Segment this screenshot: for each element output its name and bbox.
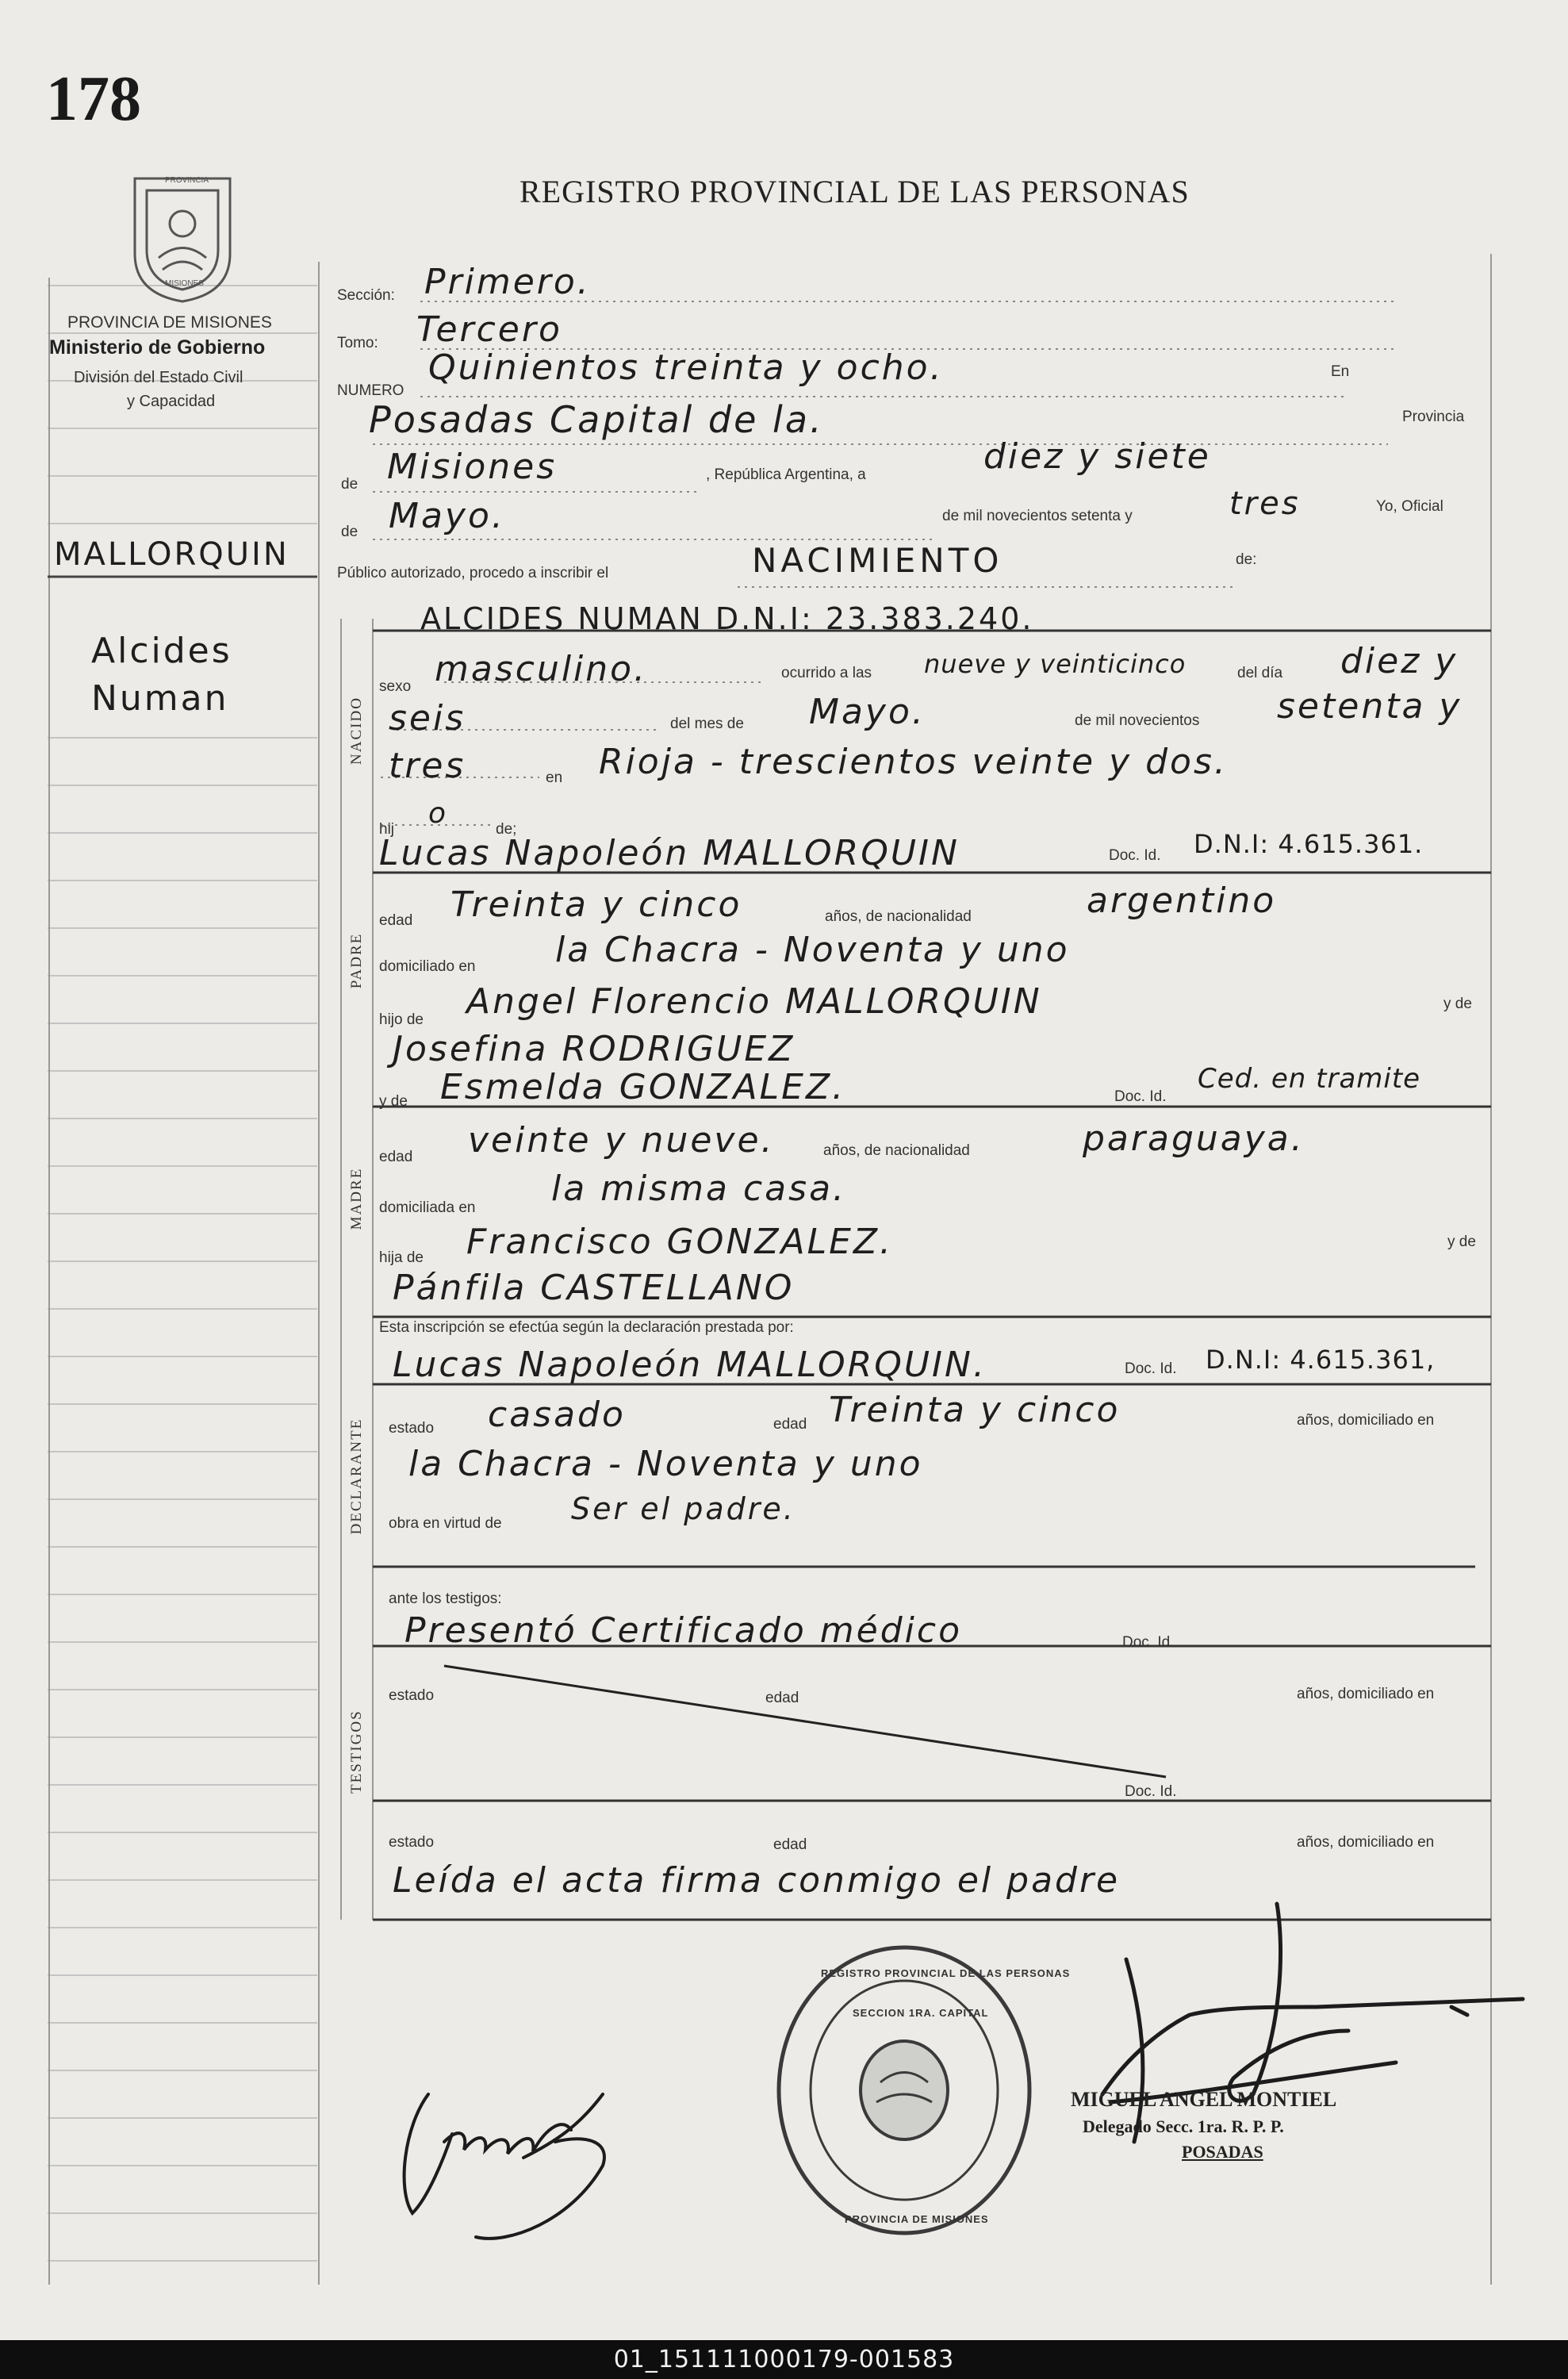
label-de-mil-nov: de mil novecientos bbox=[1075, 712, 1200, 729]
label-sexo: sexo bbox=[379, 678, 412, 695]
label-doc-declarante: Doc. Id. bbox=[1125, 1360, 1177, 1377]
header-title: REGISTRO PROVINCIAL DE LAS PERSONAS bbox=[519, 174, 1190, 209]
value-madre-dom: la misma casa. bbox=[551, 1168, 847, 1209]
label-numero: NUMERO bbox=[337, 382, 404, 399]
value-padre-nombre: Lucas Napoleón MALLORQUIN bbox=[379, 833, 960, 873]
value-hij-o: o bbox=[428, 797, 449, 830]
label-estado-t2: estado bbox=[389, 1834, 435, 1851]
value-padre-nac: argentino bbox=[1087, 881, 1277, 921]
label-nac-padre: años, de nacionalidad bbox=[825, 908, 972, 925]
value-anio-nac-1: setenta y bbox=[1277, 686, 1463, 727]
value-padre-doc: D.N.I: 4.615.361. bbox=[1194, 829, 1424, 859]
label-ocurrido: ocurrido a las bbox=[781, 665, 872, 681]
label-anos-dom-t2: años, domiciliado en bbox=[1297, 1834, 1435, 1851]
label-y-de-padre: y de bbox=[1443, 996, 1472, 1012]
label-del-dia: del día bbox=[1237, 665, 1283, 681]
label-estado-dec: estado bbox=[389, 1420, 435, 1437]
label-edad-dec: edad bbox=[773, 1416, 807, 1433]
label-y-de-mat: y de bbox=[1447, 1234, 1476, 1250]
seal-text-top: PROVINCIA bbox=[165, 176, 209, 185]
label-en: En bbox=[1331, 363, 1350, 380]
agency-line2: Ministerio de Gobierno bbox=[49, 336, 266, 359]
value-obra: Ser el padre. bbox=[571, 1491, 796, 1526]
label-doc-madre: Doc. Id. bbox=[1114, 1088, 1167, 1105]
value-sexo: masculino. bbox=[435, 649, 648, 689]
value-declarante-edad: Treinta y cinco bbox=[829, 1390, 1121, 1430]
official-name: MIGUEL ANGEL MONTIEL bbox=[1071, 2088, 1337, 2111]
value-testigo-1: Presentó Certificado médico bbox=[404, 1610, 962, 1651]
official-title: Delegado Secc. 1ra. R. P. P. bbox=[1083, 2116, 1284, 2136]
label-padre: PADRE bbox=[348, 932, 365, 989]
value-mes-fecha: Mayo. bbox=[389, 496, 505, 536]
value-declarante-nombre: Lucas Napoleón MALLORQUIN. bbox=[393, 1345, 987, 1385]
label-yo-oficial: Yo, Oficial bbox=[1376, 498, 1443, 515]
archive-footer-id: 01_151111000179-001583 bbox=[0, 2340, 1568, 2379]
label-ante-testigos: ante los testigos: bbox=[389, 1590, 502, 1607]
label-dom-madre: domiciliada en bbox=[379, 1199, 476, 1216]
value-padre-edad: Treinta y cinco bbox=[450, 884, 742, 925]
value-madre-nac: paraguaya. bbox=[1083, 1119, 1305, 1159]
label-del-mes: del mes de bbox=[670, 716, 744, 732]
value-seccion: Primero. bbox=[424, 262, 591, 302]
label-edad-madre: edad bbox=[379, 1149, 413, 1165]
value-madre-nombre: Esmelda GONZALEZ. bbox=[440, 1067, 846, 1107]
label-hijo-de: hijo de bbox=[379, 1011, 424, 1028]
label-nacido: NACIDO bbox=[348, 696, 365, 765]
value-dia-fecha: diez y siete bbox=[983, 436, 1211, 477]
label-publico: Público autorizado, procedo a inscribir el bbox=[337, 565, 609, 581]
value-acto: NACIMIENTO bbox=[752, 541, 1003, 580]
label-hija-de: hija de bbox=[379, 1249, 424, 1266]
label-estado-t1: estado bbox=[389, 1687, 435, 1704]
seal-text-bottom: MISIONES bbox=[165, 279, 204, 288]
stamp-outer-text: REGISTRO PROVINCIAL DE LAS PERSONAS bbox=[821, 1967, 1071, 1979]
value-tomo: Tercero bbox=[416, 309, 562, 350]
label-doc-padre: Doc. Id. bbox=[1109, 847, 1161, 864]
margin-given-2: Numan bbox=[91, 678, 229, 719]
agency-line1: PROVINCIA DE MISIONES bbox=[67, 313, 272, 332]
value-padre-dom: la Chacra - Noventa y uno bbox=[555, 930, 1070, 970]
page-number: 178 bbox=[46, 64, 141, 134]
label-de-mil: de mil novecientos setenta y bbox=[942, 508, 1133, 524]
label-seccion: Sección: bbox=[337, 287, 395, 304]
value-abuelo-mat: Francisco GONZALEZ. bbox=[466, 1222, 894, 1262]
label-dom-padre: domiciliado en bbox=[379, 958, 476, 975]
value-anio-nac-2: tres bbox=[389, 746, 466, 786]
label-testigos: TESTIGOS bbox=[348, 1709, 365, 1794]
label-nac-madre: años, de nacionalidad bbox=[823, 1142, 970, 1159]
value-lugar: Posadas Capital de la. bbox=[369, 398, 824, 441]
label-obra: obra en virtud de bbox=[389, 1515, 502, 1532]
stamp-inner-text: SECCION 1RA. CAPITAL bbox=[853, 2007, 989, 2019]
value-anio-fecha: tres bbox=[1229, 485, 1301, 522]
label-doc-testigo-1: Doc. Id. bbox=[1122, 1634, 1175, 1651]
value-dia-nac-2: seis bbox=[389, 698, 466, 739]
value-dia-nac-1: diez y bbox=[1340, 641, 1459, 681]
value-abuela-pat: Josefina RODRIGUEZ bbox=[393, 1029, 796, 1069]
label-y-de-madre: y de bbox=[379, 1093, 408, 1110]
label-edad-t1: edad bbox=[765, 1690, 799, 1706]
agency-line4: y Capacidad bbox=[127, 393, 216, 410]
label-de-semi: de; bbox=[496, 821, 517, 838]
value-lugar-nac: Rioja - trescientos veinte y dos. bbox=[599, 742, 1228, 782]
label-de-2: de bbox=[341, 524, 358, 540]
value-hora: nueve y veinticinco bbox=[924, 649, 1187, 679]
value-abuelo-pat: Angel Florencio MALLORQUIN bbox=[466, 981, 1042, 1022]
value-cierre: Leída el acta firma conmigo el padre bbox=[393, 1860, 1121, 1901]
label-edad-padre: edad bbox=[379, 912, 413, 929]
label-anos-dom-dec: años, domiciliado en bbox=[1297, 1412, 1435, 1429]
value-nombre-dni: ALCIDES NUMAN D.N.I: 23.383.240. bbox=[420, 601, 1034, 636]
value-madre-doc: Ced. en tramite bbox=[1198, 1063, 1421, 1095]
label-en-2: en bbox=[546, 769, 563, 786]
value-madre-edad: veinte y nueve. bbox=[468, 1120, 775, 1161]
value-abuela-mat: Pánfila CASTELLANO bbox=[393, 1268, 795, 1308]
value-mes-nac: Mayo. bbox=[809, 692, 926, 732]
official-city: POSADAS bbox=[1182, 2142, 1263, 2162]
label-declarante: DECLARANTE bbox=[348, 1418, 365, 1535]
value-provincia: Misiones bbox=[387, 447, 558, 487]
label-edad-t2: edad bbox=[773, 1836, 807, 1853]
label-republica: , República Argentina, a bbox=[706, 466, 866, 483]
stamp-bottom-text: PROVINCIA DE MISIONES bbox=[845, 2213, 989, 2225]
label-de-1: de bbox=[341, 476, 358, 493]
label-anos-dom-t1: años, domiciliado en bbox=[1297, 1686, 1435, 1702]
value-numero: Quinientos treinta y ocho. bbox=[428, 347, 944, 388]
value-declarante-doc: D.N.I: 4.615.361, bbox=[1206, 1345, 1436, 1375]
value-declarante-dom: la Chacra - Noventa y uno bbox=[408, 1444, 923, 1484]
margin-given-1: Alcides bbox=[91, 631, 232, 671]
label-tomo: Tomo: bbox=[337, 335, 378, 351]
label-doc-testigo-2: Doc. Id. bbox=[1125, 1783, 1177, 1800]
label-de-colon: de: bbox=[1236, 551, 1257, 568]
label-hij: hij bbox=[379, 821, 395, 838]
agency-line3: División del Estado Civil bbox=[74, 369, 243, 386]
label-inscripcion: Esta inscripción se efectúa según la declaración prestada por: bbox=[379, 1319, 794, 1336]
value-declarante-estado: casado bbox=[488, 1395, 626, 1435]
label-provincia: Provincia bbox=[1402, 409, 1465, 425]
label-madre: MADRE bbox=[348, 1167, 365, 1230]
margin-surname: MALLORQUIN bbox=[54, 536, 289, 573]
